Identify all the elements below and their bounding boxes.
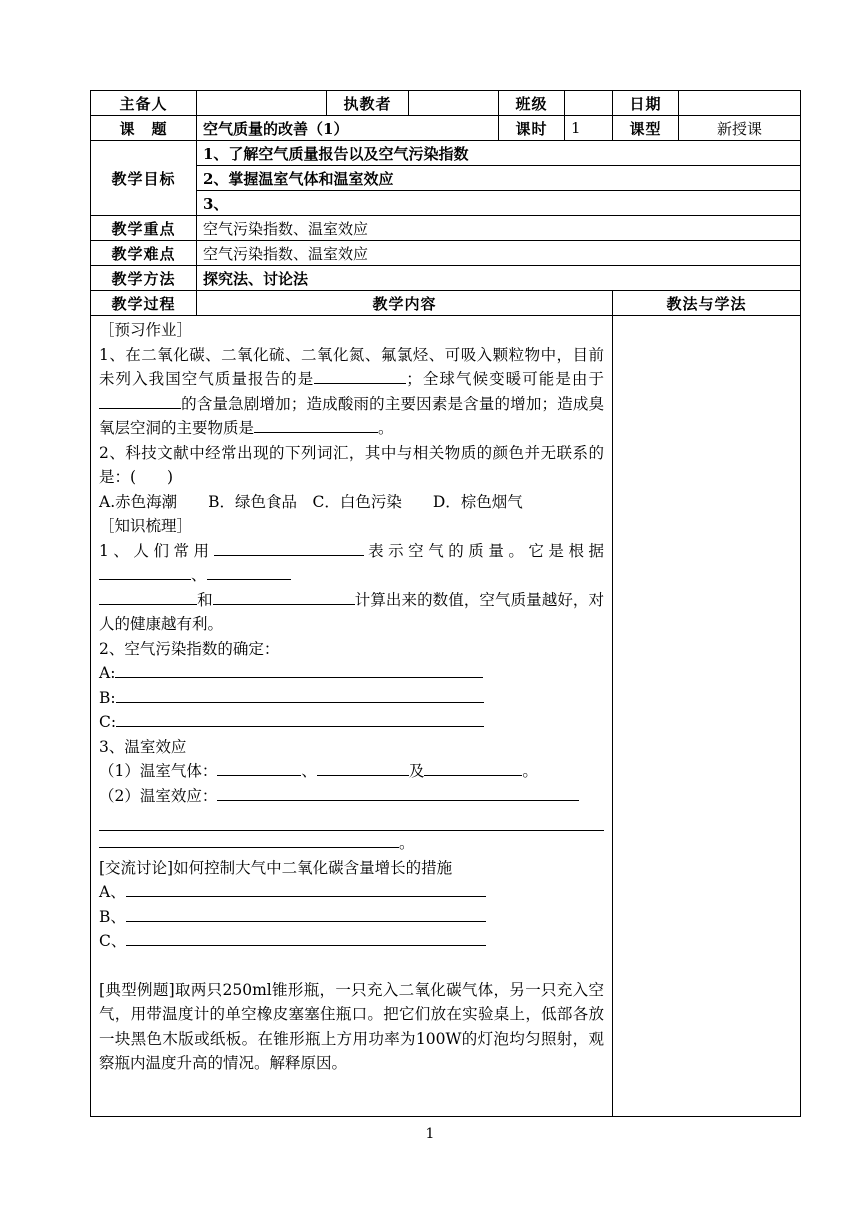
goal-item: 2、掌握温室气体和温室效应 [197, 166, 801, 191]
goals-label: 教学目标 [91, 141, 197, 216]
knowledge-3-1: （1）温室气体： 、 及 。 [99, 759, 604, 784]
goal-row-1 [91, 141, 801, 166]
knowledge-title: ［知识梳理］ [99, 517, 193, 535]
type-label: 课型 [613, 116, 679, 141]
preparer-value [197, 91, 327, 116]
date-label: 日期 [613, 91, 679, 116]
knowledge-3: 3、温室效应 [99, 737, 187, 756]
key-points-row [91, 216, 801, 241]
topic-value: 空气质量的改善（1） [197, 116, 499, 141]
header-row-1 [91, 91, 801, 116]
class-label: 班级 [499, 91, 565, 116]
lesson-plan-table [90, 90, 801, 1117]
key-points-label: 教学重点 [91, 216, 197, 241]
process-header-row [91, 291, 801, 316]
method-header: 教法与学法 [613, 291, 801, 316]
knowledge-1: 1、人们常用 表示空气的质量。它是根据、 和 计算出来的数值，空气质量越好，对人的健康越有利。 [99, 539, 604, 637]
class-value [565, 91, 613, 116]
topic-label: 课 题 [91, 116, 197, 141]
content-row [91, 316, 801, 1117]
difficulties-value: 空气污染指数、温室效应 [197, 241, 801, 266]
methods-row [91, 266, 801, 291]
knowledge-2: 2、空气污染指数的确定： [99, 639, 280, 658]
goal-row-3 [91, 191, 801, 216]
preview-title: ［预习作业］ [99, 321, 193, 339]
preparer-label: 主备人 [91, 91, 197, 116]
discussion-c: C、 [99, 929, 604, 954]
executor-value [409, 91, 499, 116]
date-value [679, 91, 801, 116]
goal-row-2 [91, 166, 801, 191]
process-label: 教学过程 [91, 291, 197, 316]
question-1: 1、在二氧化碳、二氧化硫、二氧化氮、氟氯烃、可吸入颗粒物中，目前未列入我国空气质量报告的是 ；全球气候变暖可能是由于的含量急剧增加；造成酸雨的主要因素是含量的增加；造成臭氧层空洞的主要物质是 。 [99, 345, 604, 437]
type-value: 新授课 [679, 116, 801, 141]
content-header: 教学内容 [197, 291, 613, 316]
answer-line [99, 808, 604, 831]
lesson-plan [90, 90, 800, 1117]
knowledge-2-a: A: [99, 661, 604, 686]
difficulties-row [91, 241, 801, 266]
goal-item: 1、了解空气质量报告以及空气污染指数 [197, 141, 801, 166]
question-2-options: A.赤色海潮 B．绿色食品 C．白色污染 D．棕色烟气 [99, 492, 523, 511]
difficulties-label: 教学难点 [91, 241, 197, 266]
period-label: 课时 [499, 116, 565, 141]
example: [典型例题]取两只250ml锥形瓶，一只充入二氧化碳气体，另一只充入空气，用带温度计的单空橡皮塞塞住瓶口。把它们放在实验桌上，低部各放一块黑色木版或纸板。在锥形瓶上方用功率为100W的灯泡均匀照射，观察瓶内温度升高的情况。解释原因。 [99, 980, 604, 1072]
discussion-a: A、 [99, 880, 604, 905]
methods-value: 探究法、讨论法 [197, 266, 801, 291]
period-value: 1 [565, 116, 613, 141]
methods-label: 教学方法 [91, 266, 197, 291]
executor-label: 执教者 [327, 91, 409, 116]
knowledge-2-c: C: [99, 710, 604, 735]
discussion: [交流讨论]如何控制大气中二氧化碳含量增长的措施 [99, 858, 453, 877]
goal-item: 3、 [197, 191, 801, 216]
knowledge-3-2-end: 。 [99, 831, 604, 856]
key-points-value: 空气污染指数、温室效应 [197, 216, 801, 241]
header-row-2 [91, 116, 801, 141]
knowledge-2-b: B: [99, 686, 604, 711]
question-2: 2、科技文献中经常出现的下列词汇，其中与相关物质的颜色并无联系的是：( ) [99, 443, 604, 486]
spacer [99, 954, 604, 978]
teaching-content [91, 316, 613, 1117]
method-notes [613, 316, 801, 1117]
knowledge-3-2: （2）温室效应： [99, 784, 604, 809]
discussion-b: B、 [99, 905, 604, 930]
page-number: 1 [425, 1126, 435, 1142]
